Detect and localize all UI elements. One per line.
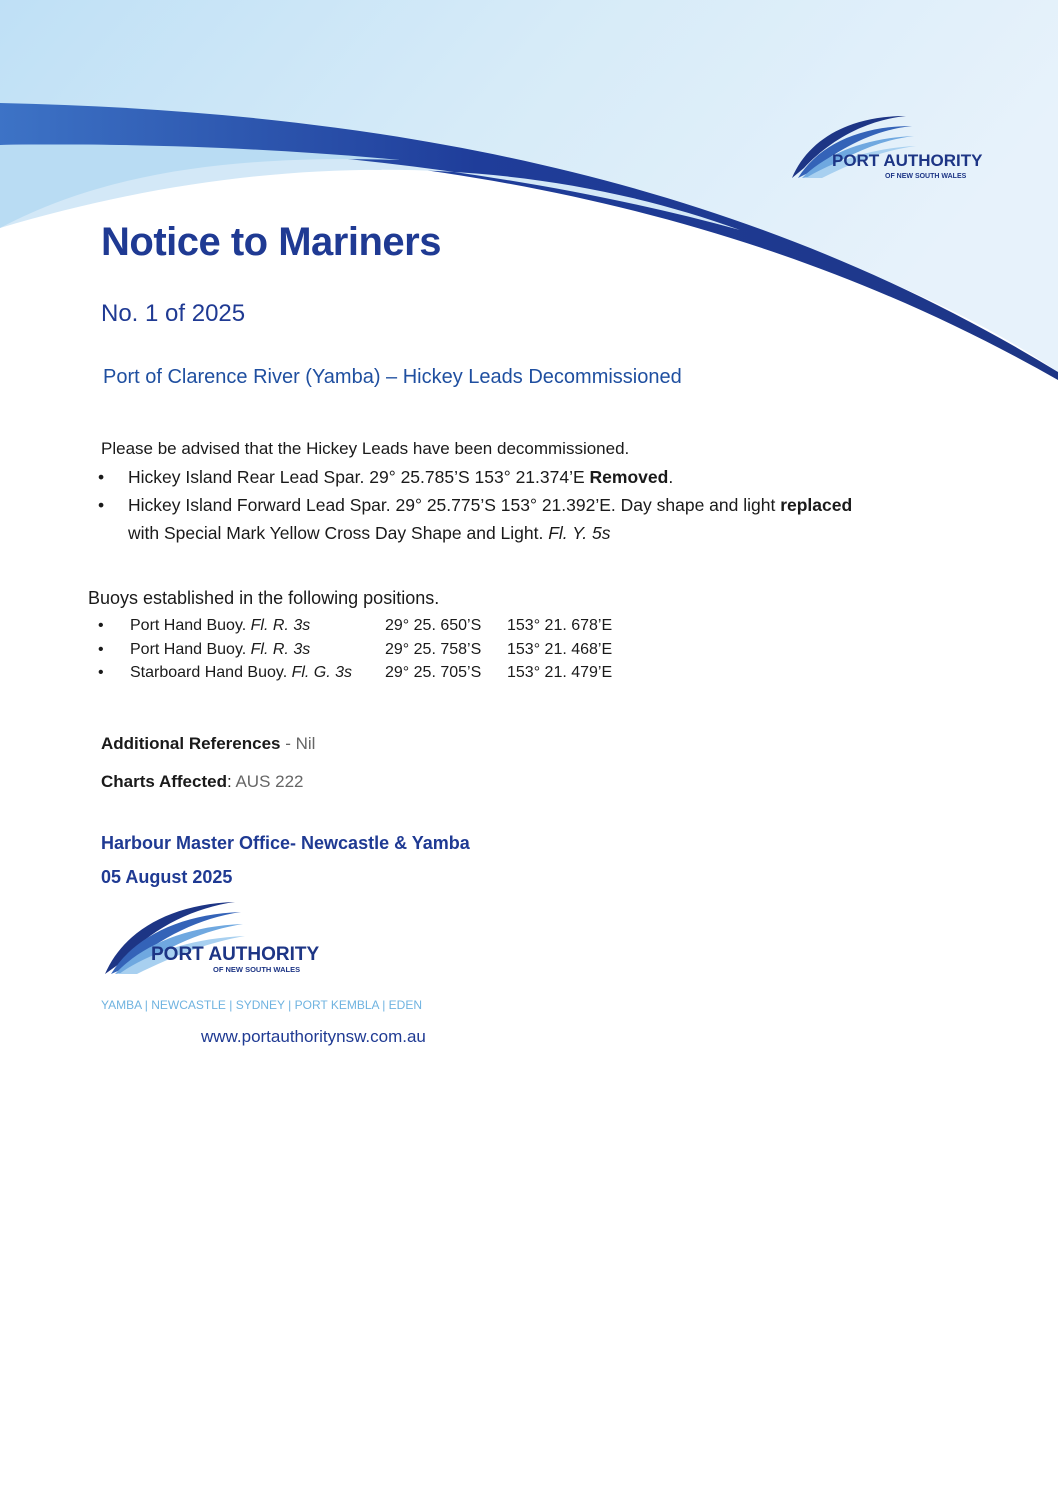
table-row (96, 614, 612, 638)
buoy-name: Starboard Hand Buoy. Fl. G. 3s (130, 664, 353, 681)
references-value: Nil (295, 734, 316, 753)
list-item (96, 491, 956, 547)
buoy-name: Port Hand Buoy. Fl. R. 3s (130, 617, 311, 634)
buoy-latitude: 29° 25. 758’S (385, 640, 482, 658)
references-label: Additional References (101, 734, 281, 753)
advice-text: Please be advised that the Hickey Leads have been decommissioned. (101, 439, 630, 458)
lead-text-line2: with Special Mark Yellow Cross Day Shape and Light. (128, 523, 549, 543)
buoy-light: Fl. G. 3s (291, 664, 353, 681)
lead-text: Hickey Island Rear Lead Spar. 29° 25.785’S 153° 21.374’E (128, 467, 590, 487)
bullet: • (98, 640, 104, 658)
references-separator: - (280, 734, 296, 753)
buoy-name: Port Hand Buoy. Fl. R. 3s (130, 640, 311, 658)
buoy-light: Fl. R. 3s (250, 617, 311, 634)
logo-title: PORT AUTHORITY (151, 944, 320, 965)
charts-value: AUS 222 (235, 772, 304, 791)
notice-subject: Port of Clarence River (Yamba) – Hickey Leads Decommissioned (103, 366, 682, 388)
logo-title: PORT AUTHORITY (832, 151, 983, 170)
bullet: • (98, 664, 104, 681)
lead-status: Removed (589, 467, 669, 487)
logo-subtitle: OF NEW SOUTH WALES (213, 965, 301, 974)
office-name: Harbour Master Office- Newcastle & Yamba (101, 833, 470, 853)
leads-list (96, 463, 956, 547)
bullet: • (98, 617, 104, 634)
buoy-longitude: 153° 21. 468’E (507, 640, 613, 658)
logo-subtitle: OF NEW SOUTH WALES (885, 173, 967, 180)
buoy-light: Fl. R. 3s (250, 640, 311, 658)
port-authority-logo (788, 110, 998, 182)
port-authority-logo-footer (103, 898, 339, 978)
additional-references (101, 734, 315, 754)
charts-separator: : (226, 772, 236, 791)
table-row (96, 661, 612, 685)
lead-text-end: . (668, 467, 674, 487)
page-title: Notice to Mariners (101, 220, 441, 264)
buoy-latitude: 29° 25. 650’S (385, 617, 482, 634)
website-link[interactable]: www.portauthoritynsw.com.au (201, 1027, 426, 1046)
buoy-longitude: 153° 21. 479’E (507, 664, 613, 681)
charts-affected (101, 772, 304, 792)
lead-status: replaced (780, 495, 853, 515)
buoy-longitude: 153° 21. 678’E (507, 617, 613, 634)
buoys-intro: Buoys established in the following positions. (88, 588, 440, 608)
ports-list: YAMBA | NEWCASTLE | SYDNEY | PORT KEMBLA | EDEN (101, 998, 423, 1012)
notice-number: No. 1 of 2025 (101, 300, 246, 327)
buoy-list (96, 614, 612, 685)
buoy-latitude: 29° 25. 705’S (385, 664, 482, 681)
lead-text: Hickey Island Forward Lead Spar. 29° 25.775’S 153° 21.392’E. Day shape and light (128, 495, 781, 515)
list-item (96, 463, 956, 491)
table-row (96, 638, 612, 662)
notice-date: 05 August 2025 (101, 867, 233, 887)
lead-light-character: Fl. Y. 5s (548, 523, 611, 543)
charts-label: Charts Affected (101, 772, 227, 791)
